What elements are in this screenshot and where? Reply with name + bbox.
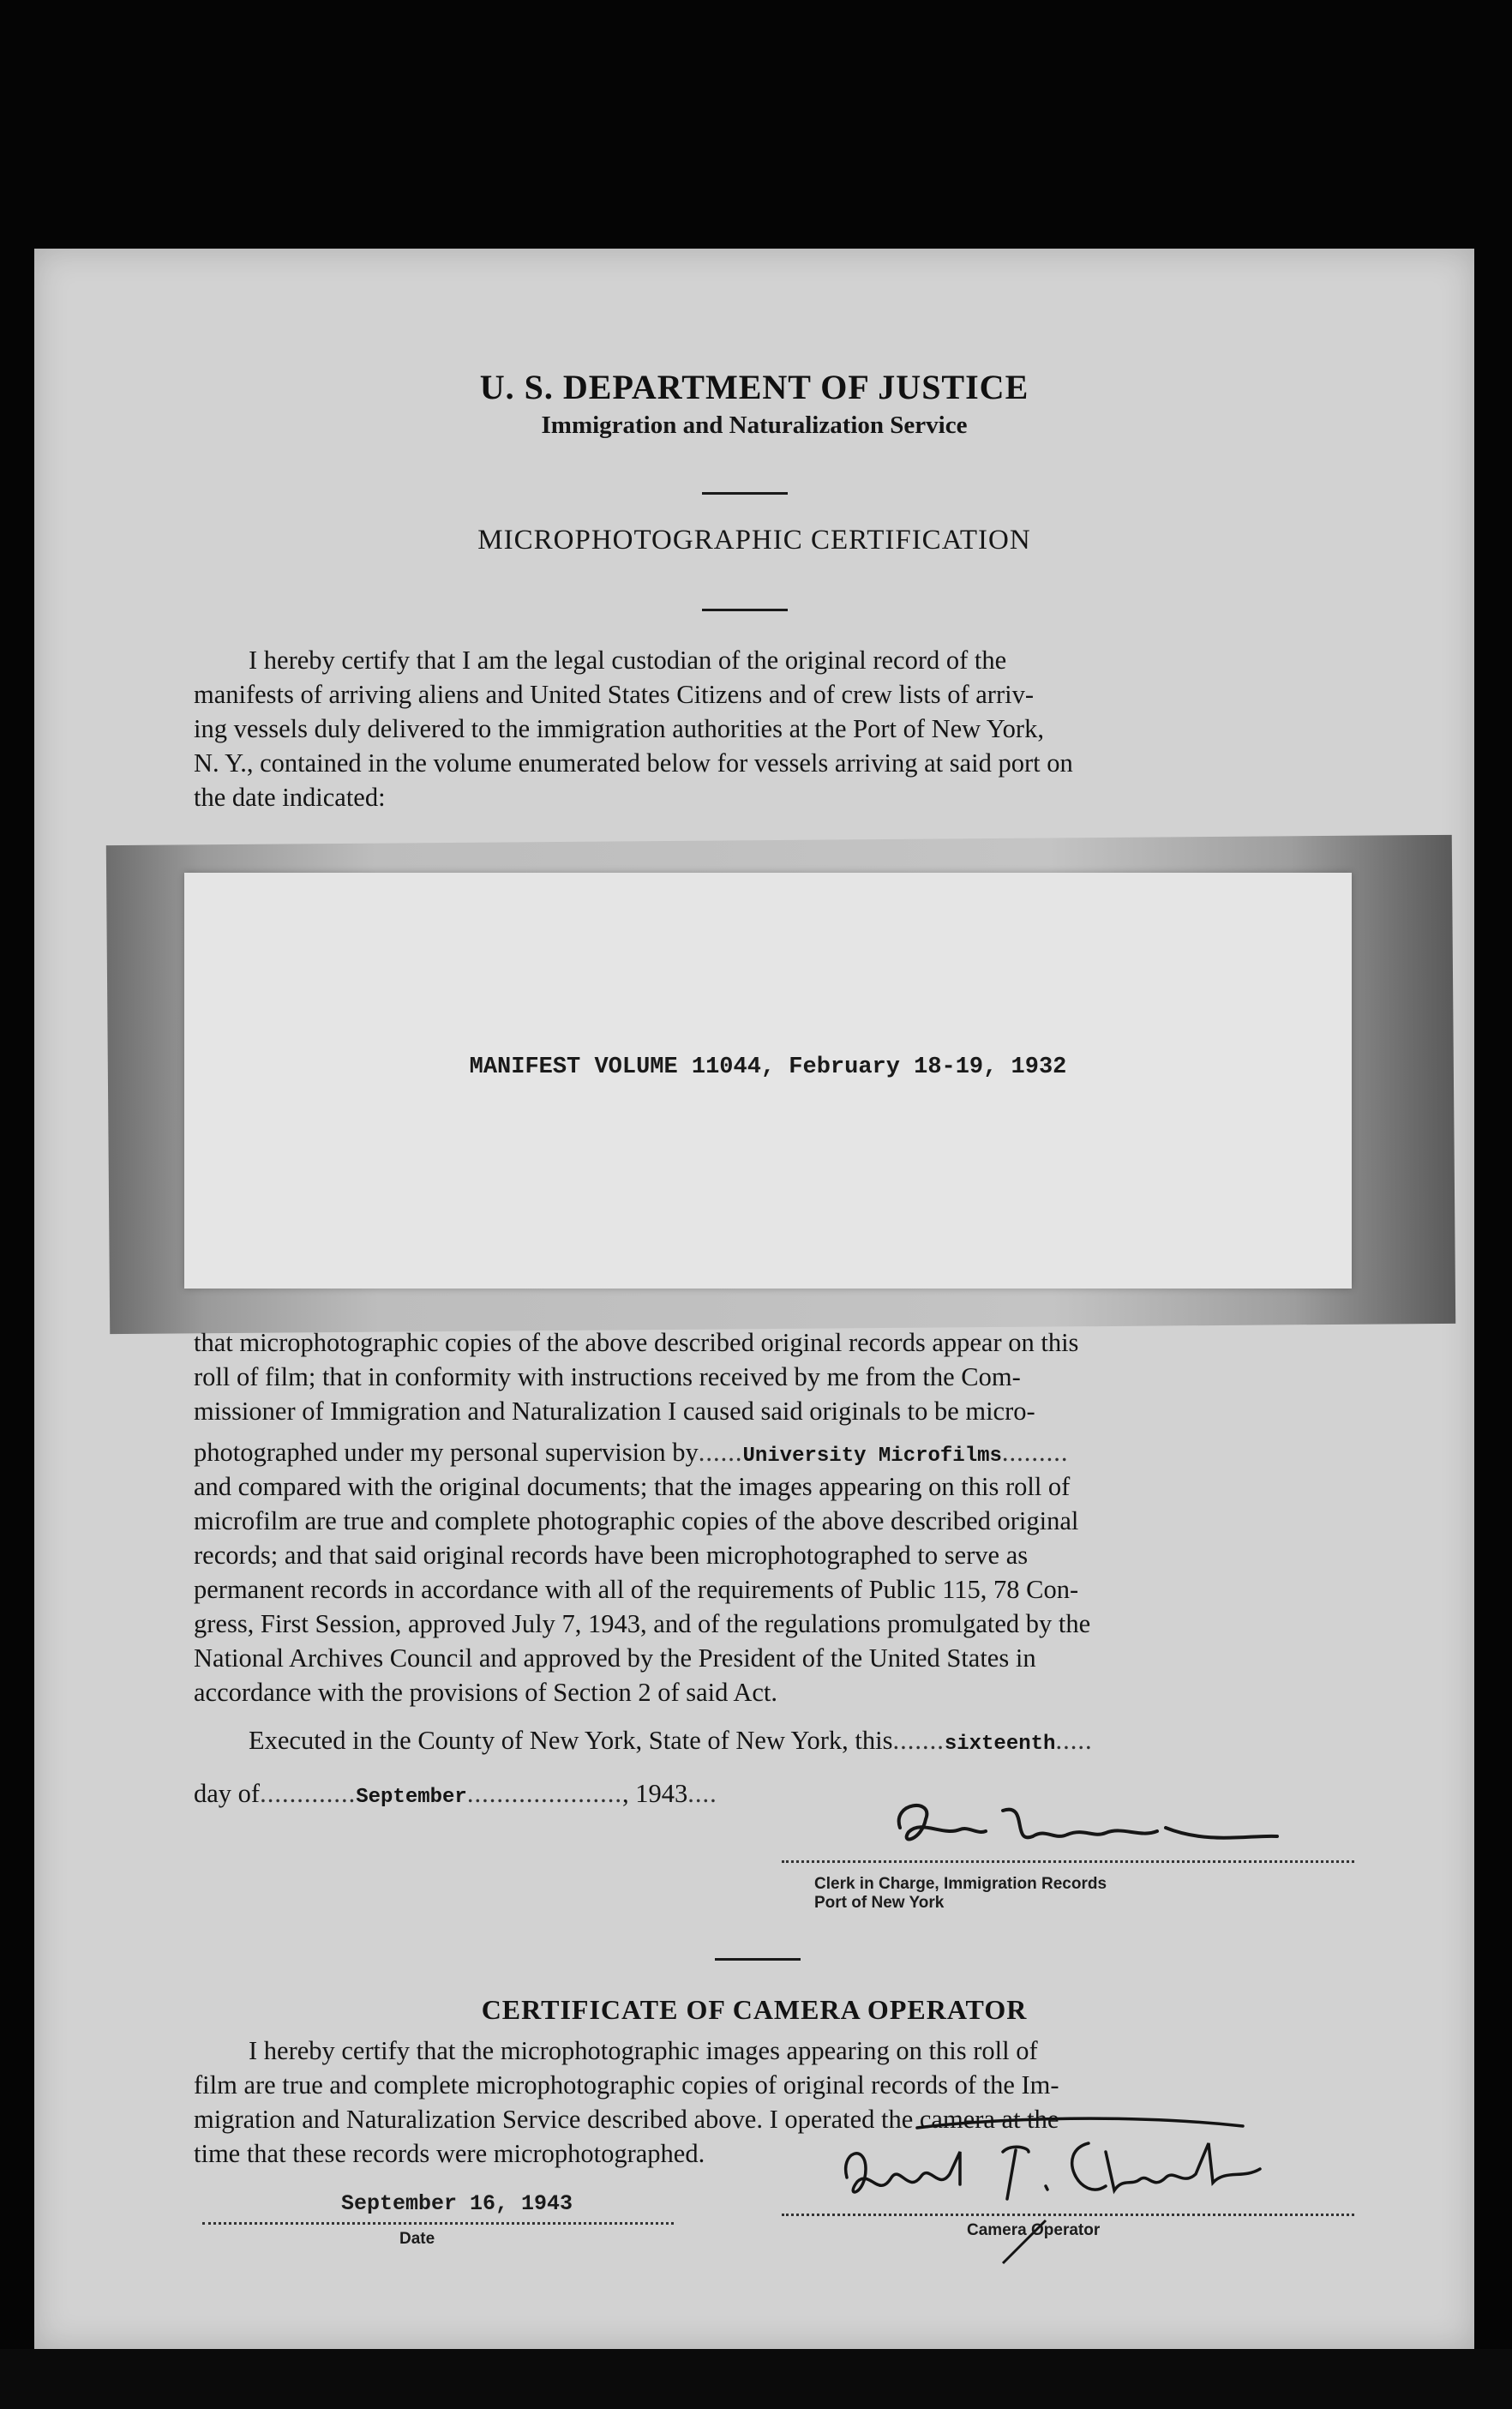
divider-camera <box>715 1958 801 1961</box>
clerk-title: Clerk in Charge, Immigration Records <box>814 1875 1107 1893</box>
divider-under-heading <box>702 609 788 611</box>
volume-slip-text: MANIFEST VOLUME 11044, February 18-19, 1932 <box>469 1054 1067 1080</box>
operator-signature-line <box>782 2214 1354 2216</box>
camera-line: time that these records were microphotographed. <box>194 2139 705 2168</box>
day-of-label: day of <box>194 1779 261 1808</box>
clerk-signature <box>883 1793 1286 1862</box>
intro-line: I hereby certify that I am the legal custodian of the original record of the <box>249 646 1007 675</box>
execution-date-line: day of.............September....................., 1943.... <box>194 1779 717 1809</box>
department-title: U. S. DEPARTMENT OF JUSTICE <box>479 368 1029 406</box>
divider-top <box>702 492 788 495</box>
certification-heading: MICROPHOTOGRAPHIC CERTIFICATION <box>477 525 1031 556</box>
camera-date-value: September 16, 1943 <box>341 2191 573 2216</box>
body-line: accordance with the provisions of Section 2 of said Act. <box>194 1678 777 1707</box>
body-line: missioner of Immigration and Naturalization I caused said originals to be micro- <box>194 1397 1035 1426</box>
service-subtitle: Immigration and Naturalization Service <box>541 412 968 439</box>
body-line: that microphotographic copies of the above described original records appear on this <box>194 1328 1079 1357</box>
execution-prefix: Executed in the County of New York, State of New York, this <box>249 1726 893 1755</box>
camera-line: migration and Naturalization Service described above. I operated the camera at the <box>194 2105 1059 2134</box>
volume-slip <box>184 873 1352 1289</box>
supervision-line: photographed under my personal supervision by......University Microfilms......... <box>194 1438 1069 1468</box>
body-line: records; and that said original records have been microphotographed to serve as <box>194 1541 1029 1570</box>
execution-day: sixteenth <box>944 1733 1056 1756</box>
body-line: and compared with the original documents; that the images appearing on this roll of <box>194 1472 1071 1501</box>
intro-line: ing vessels duly delivered to the immigration authorities at the Port of New York, <box>194 714 1044 743</box>
execution-year: 1943 <box>635 1779 688 1808</box>
body-line: roll of film; that in conformity with instructions received by me from the Com- <box>194 1362 1021 1391</box>
body-line: National Archives Council and approved by the President of the United States in <box>194 1643 1036 1673</box>
body-line: gress, First Session, approved July 7, 1943, and of the regulations promulgated by the <box>194 1609 1091 1638</box>
intro-line: the date indicated: <box>194 783 386 812</box>
body-line: permanent records in accordance with all of the requirements of Public 115, 78 Con- <box>194 1575 1079 1604</box>
camera-date-label: Date <box>399 2230 435 2248</box>
camera-date-line <box>202 2222 674 2225</box>
body-line: microfilm are true and complete photographic copies of the above described original <box>194 1506 1079 1535</box>
intro-line: N. Y., contained in the volume enumerated below for vessels arriving at said port on <box>194 748 1073 778</box>
operator-label: Camera Operator <box>967 2221 1101 2239</box>
certificate-page <box>34 249 1474 2349</box>
execution-line: Executed in the County of New York, State of New York, this.......sixteenth..... <box>249 1726 1093 1756</box>
film-bottom-strip <box>0 2349 1512 2409</box>
supervision-prefix: photographed under my personal supervision by <box>194 1438 699 1467</box>
execution-month: September <box>356 1786 467 1809</box>
clerk-signature-line <box>782 1860 1354 1863</box>
camera-line: I hereby certify that the microphotographic images appearing on this roll of <box>249 2036 1038 2065</box>
supervisor-name: University Microfilms <box>742 1445 1002 1468</box>
camera-line: film are true and complete microphotographic copies of original records of the Im- <box>194 2070 1059 2100</box>
clerk-port: Port of New York <box>814 1894 945 1912</box>
intro-line: manifests of arriving aliens and United States Citizens and of crew lists of arriv- <box>194 680 1034 709</box>
camera-certificate-title: CERTIFICATE OF CAMERA OPERATOR <box>481 1994 1028 2025</box>
